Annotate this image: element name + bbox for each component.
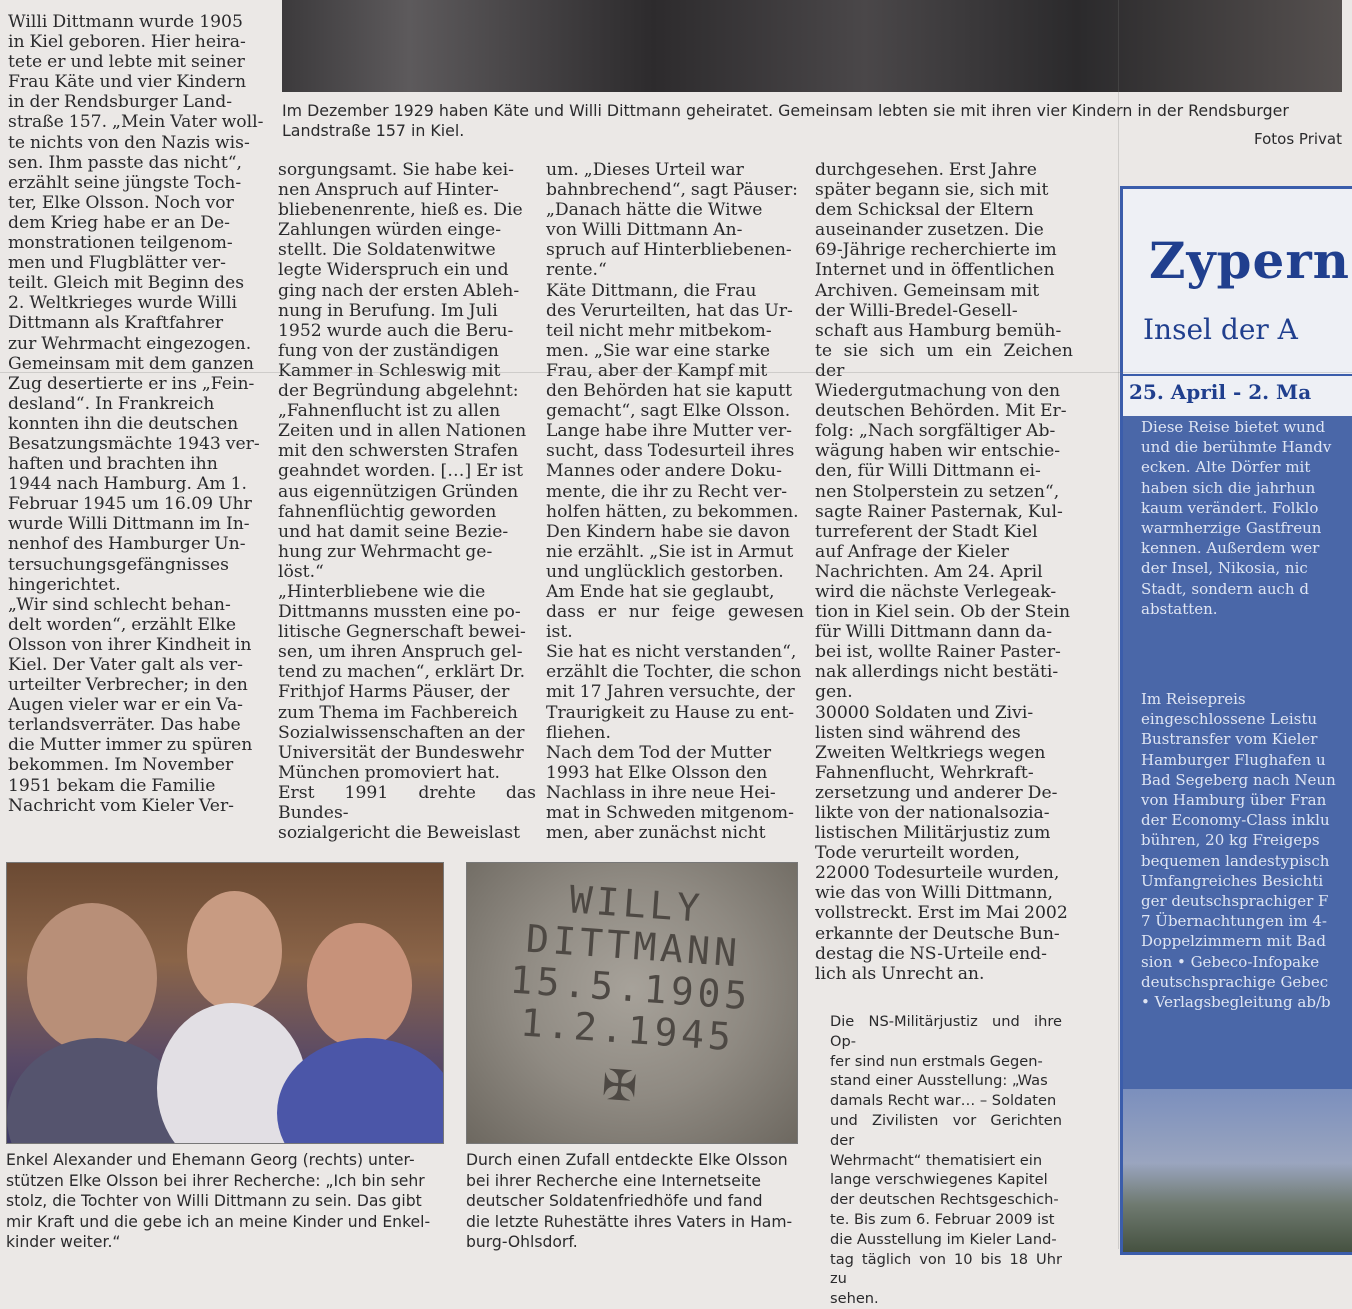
article-column-1: Willi Dittmann wurde 1905 in Kiel geboren. Hier heira- tete er und lebte mit seiner Frau Käte und vier Kindern in der Rendsburger Land- straße 157. „Mein Vater woll- te nichts von den Nazis wis- sen. Ihm passte das nicht“, erzählt seine jüngste Toch- ter, Elke Olsson. Noch vor dem Krieg habe er an De- monstrationen teilgenom- men und Flugblätter ver- teilt. Gleich mit Beginn des 2. Weltkrieges wurde Willi Dittmann als Kraftfahrer zur Wehrmacht eingezogen. Gemeinsam mit dem ganzen Zug desertierte er ins „Fein- desland“. In Frankreich konnten ihn die deutschen Besatzungsmächte 1943 ver- haften und brachten ihn 1944 nach Hamburg. Am 1. Februar 1945 um 16.09 Uhr wurde Willi Dittmann im In- nenhof des Hamburger Un- tersuchungsgefängnisses hingerichtet. „Wir sind schlecht behan- delt worden“, erzählt Elke Olsson von ihrer Kindheit in Kiel. Der Vater galt als ver- urteilter Verbrecher; in den Augen vieler war er ein Va- terlandsverräter. Das habe die Mutter immer zu spüren bekommen. Im November 1951 bekam die Familie Nachricht vom Kieler Ver- [8, 12, 264, 816]
ad-description: Diese Reise bietet wund und die berühmte Handv ecken. Alte Dörfer mit haben sich die jahrhun kaum verändert. Folklo warmherzige Gastfreun kennen. Außerdem wer der Insel, Nikosia, nic Stadt, sondern auch d abstatten. [1141, 418, 1332, 618]
article-column-4: durchgesehen. Erst Jahre später begann sie, sich mit dem Schicksal der Eltern auseinander zusetzen. Die 69-Jährige recherchierte im Internet und in öffentlichen Archiven. Gemeinsam mit der Willi-Bredel-Gesell- schaft aus Hamburg bemüh- te sie sich um ein Zeichen der Wiedergutmachung von den deutschen Behörden. Mit Er- folg: „Nach sorgfältiger Ab- wägung haben wir entschie- den, für Willi Dittmann ei- nen Stolperstein zu setzen“, sagte Rainer Pasternak, Kul- turreferent der Stadt Kiel auf Anfrage der Kieler Nachrichten. Am 24. April wird die nächste Verlegeak- tion in Kiel sein. Ob der Stein für Willi Dittmann dann da- bei ist, wollte Rainer Paster- nak allerdings nicht bestäti- gen. 30000 Soldaten und Zivi- listen sind während des Zweiten Weltkriegs wegen Fahnenflucht, Wehrkraft- zersetzung und anderer De- likte von der nationalsozia- listischen Militärjustiz zum Tode verurteilt worden, 22000 Todesurteile wurden, wie das von Willi Dittmann, vollstreckt. Erst im Mai 2002 erkannte der Deutsche Bun- destag die NS-Urteile end- lich als Unrecht an. [815, 160, 1073, 984]
photo-credit: Fotos Privat [1254, 130, 1342, 148]
ad-title: Zypern [1149, 231, 1351, 290]
cross-icon: ✠ [600, 1059, 639, 1112]
ad-dates: 25. April - 2. Ma [1129, 380, 1312, 404]
wedding-photo [282, 0, 1342, 92]
ad-included-services: Im Reisepreis eingeschlossene Leistu Bustransfer vom Kieler Hamburger Flughafen u Bad Segeberg nach Neun von Hamburg über Fran der Economy-Class inklu bühren, 20 kg Freigeps bequemen landestypisch Umfangreiches Besichti ger deutschsprachiger F 7 Übernachtungen im 4- Doppelzimmern mit Bad sion • Gebeco-Infopake deutschsprachige Gebec • Verlagsbegleitung ab/b [1141, 690, 1336, 1012]
person-right-body [277, 1038, 444, 1144]
gravestone-photo-caption: Durch einen Zufall entdeckte Elke Olsson bei ihrer Recherche eine Internetseite deutscher Soldatenfriedhöfe und fand die letzte Ruhestätte ihres Vaters in Ham- burg-Ohlsdorf. [466, 1151, 793, 1252]
family-photo [6, 862, 444, 1144]
ad-subtitle: Insel der A [1143, 313, 1298, 346]
family-photo-caption: Enkel Alexander und Ehemann Georg (rechts) unter- stützen Elke Olsson bei ihrer Recherche: „Ich bin sehr stolz, die Tochter von Willi Dittmann zu sein. Das gibt mir Kraft und die gebe ich an meine Kinder und Enkel- kinder weiter.“ [6, 1151, 431, 1252]
ad-landscape-image [1123, 1089, 1352, 1254]
ad-date-band [1123, 374, 1352, 416]
gravestone-photo [466, 862, 798, 1144]
person-middle [187, 891, 282, 1011]
paper-fold-horizontal [0, 372, 1352, 373]
paper-fold-vertical [1118, 0, 1119, 1249]
article-column-2: sorgungsamt. Sie habe kei- nen Anspruch auf Hinter- bliebenenrente, hieß es. Die Zahlungen würden einge- stellt. Die Soldatenwitwe legte Widerspruch ein und ging nach der ersten Ableh- nung in Berufung. Im Juli 1952 wurde auch die Beru- fung von der zuständigen Kammer in Schleswig mit der Begründung abgelehnt: „Fahnenflucht ist zu allen Zeiten und in allen Nationen mit den schwersten Strafen geahndet worden. […] Er ist aus eigennützigen Gründen fahnenflüchtig geworden und hat damit seine Bezie- hung zur Wehrmacht ge- löst.“ „Hinterbliebene wie die Dittmanns mussten eine po- litische Gegnerschaft bewei- sen, um ihren Anspruch gel- tend zu machen“, erklärt Dr. Frithjof Harms Päuser, der zum Thema im Fachbereich Sozialwissenschaften an der Universität der Bundeswehr München promoviert hat. Erst 1991 drehte das Bundes- sozialgericht die Beweislast [278, 160, 536, 844]
person-right [307, 923, 412, 1048]
person-left [27, 903, 157, 1053]
exhibition-info-box: Die NS-Militärjustiz und ihre Op- fer sind nun erstmals Gegen- stand einer Ausstellung: „Was damals Recht war… – Soldaten und Zivilisten vor Gerichten der Wehrmacht“ thematisiert ein lange verschwiegenes Kapitel der deutschen Rechtsgeschich- te. Bis zum 6. Februar 2009 ist die Ausstellung im Kieler Land- tag täglich von 10 bis 18 Uhr zu sehen. [830, 1013, 1062, 1308]
ad-header [1123, 189, 1352, 374]
article-column-3: um. „Dieses Urteil war bahnbrechend“, sagt Päuser: „Danach hätte die Witwe von Willi Dittmann An- spruch auf Hinterbliebenen- rente.“ Käte Dittmann, die Frau des Verurteilten, hat das Ur- teil nicht mehr mitbekom- men. „Sie war eine starke Frau, aber der Kampf mit den Behörden hat sie kaputt gemacht“, sagt Elke Olsson. Lange habe ihre Mutter ver- sucht, dass Todesurteil ihres Mannes oder andere Doku- mente, die ihr zu Recht ver- holfen hätten, zu bekommen. Den Kindern habe sie davon nie erzählt. „Sie ist in Armut und unglücklich gestorben. Am Ende hat sie geglaubt, dass er nur feige gewesen ist. Sie hat es nicht verstanden“, erzählt die Tochter, die schon mit 17 Jahren versuchte, der Traurigkeit zu Hause zu ent- fliehen. Nach dem Tod der Mutter 1993 hat Elke Olsson den Nachlass in ihre neue Hei- mat in Schweden mitgenom- men, aber zunächst nicht [546, 160, 804, 844]
wedding-photo-caption: Im Dezember 1929 haben Käte und Willi Dittmann geheiratet. Gemeinsam lebten sie mit ihren vier Kindern in der Rendsburger Landstraße 157 in Kiel. [282, 101, 1289, 140]
travel-advertisement [1120, 186, 1352, 1255]
gravestone-inscription: WILLY DITTMANN 15.5.1905 1.2.1945 [508, 877, 753, 1060]
